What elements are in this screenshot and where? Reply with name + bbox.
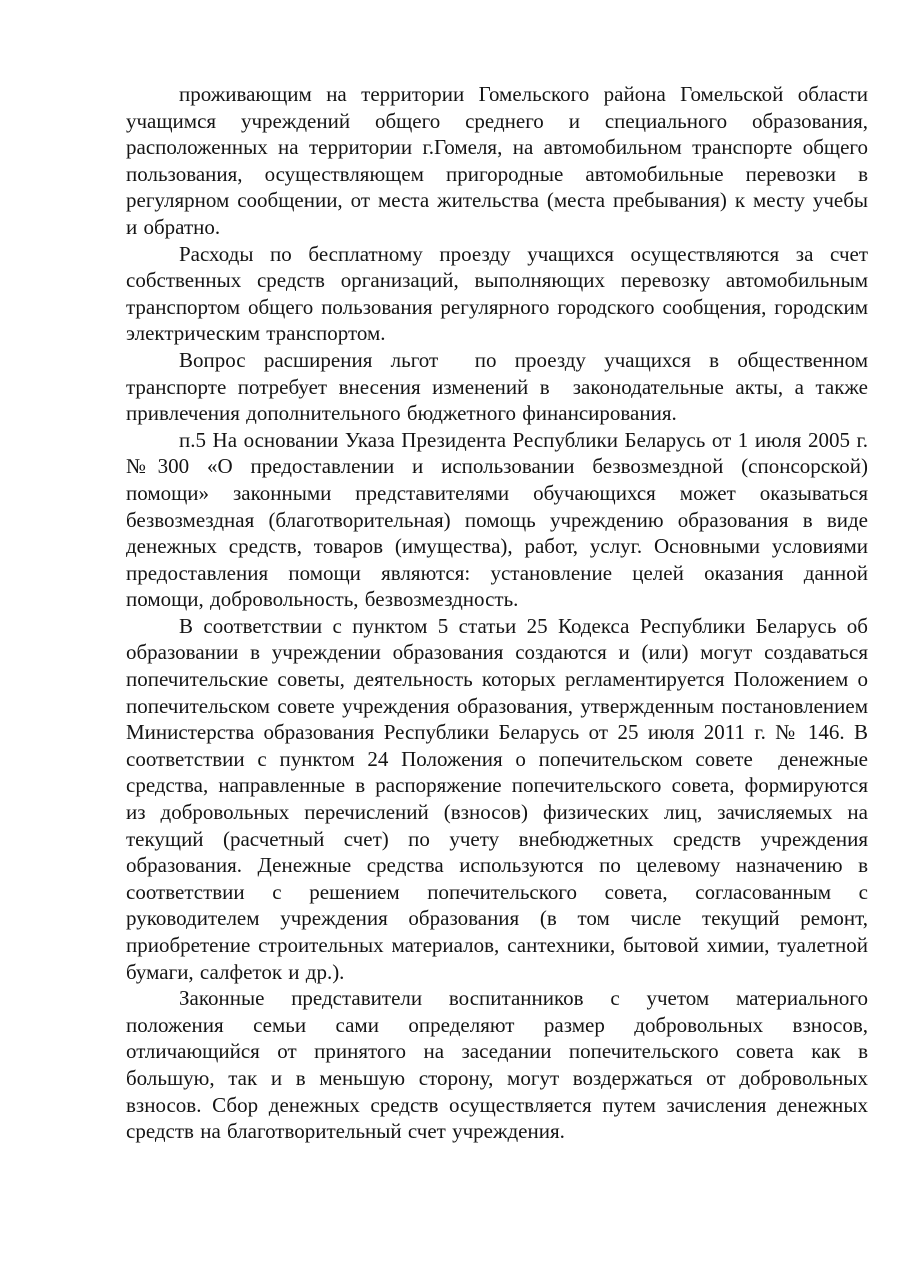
paragraph-voluntary-contributions: Законные представители воспитанников с учетом материального положения семьи сами определяют размер добровольных взносов, отличающийся от принятого на заседании попечительского совета как в большую, так и в меньшую сторону, могут воздержаться от добровольных взносов. Сбор денежных средств осуществляется путем зачисления денежных средств на благотворительный счет учреждения. xyxy=(126,986,875,1144)
document-text-block xyxy=(126,81,875,1145)
paragraph-trustee-council: В соответствии с пунктом 5 статьи 25 Кодекса Республики Беларусь об образовании в учреждении образования создаются и (или) могут создаваться попечительские советы, деятельность которых регламентируется Положением о попечительском совете учреждения образования, утвержденным постановлением Министерства образования Республики Беларусь от 25 июля 2011 г. № 146. В соответствии с пунктом 24 Положения о попечительском совете денежные средства, направленные в распоряжение попечительского совета, формируются из добровольных перечислений (взносов) физических лиц, зачисляемых на текущий (расчетный счет) по учету внебюджетных средств учреждения образования. Денежные средства используются по целевому назначению в соответствии с решением попечительского совета, согласованным с руководителем учреждения образования (в том числе текущий ремонт, приобретение строительных материалов, сантехники, бытовой химии, туалетной бумаги, салфеток и др.). xyxy=(126,613,875,984)
paragraph-expenses: Расходы по бесплатному проезду учащихся осуществляются за счет собственных средств организаций, выполняющих перевозку автомобильным транспортом общего пользования регулярного городского сообщения, городским электрическим транспортом. xyxy=(126,241,875,346)
paragraph-p5-sponsorship-decree: п.5 На основании Указа Президента Республики Беларусь от 1 июля 2005 г. №300 «О предоставлении и использовании безвозмездной (спонсорской) помощи» законными представителями обучающихся может оказываться безвозмездная (благотворительная) помощь учреждению образования в виде денежных средств, товаров (имущества), работ, услуг. Основными условиями предоставления помощи являются: установление целей оказания данной помощи, добровольность, безвозмездность. xyxy=(126,427,875,612)
paragraph-benefit-expansion: Вопрос расширения льгот по проезду учащихся в общественном транспорте потребует внесения изменений в законодательные акты, а также привлечения дополнительного бюджетного финансирования. xyxy=(126,347,875,426)
paragraph-free-travel-territory: проживающим на территории Гомельского района Гомельской области учащимся учреждений общего среднего и специального образования, расположенных на территории г.Гомеля, на автомобильном транспорте общего пользования, осуществляющем пригородные автомобильные перевозки в регулярном сообщении, от места жительства (места пребывания) к месту учебы и обратно. xyxy=(126,82,875,239)
